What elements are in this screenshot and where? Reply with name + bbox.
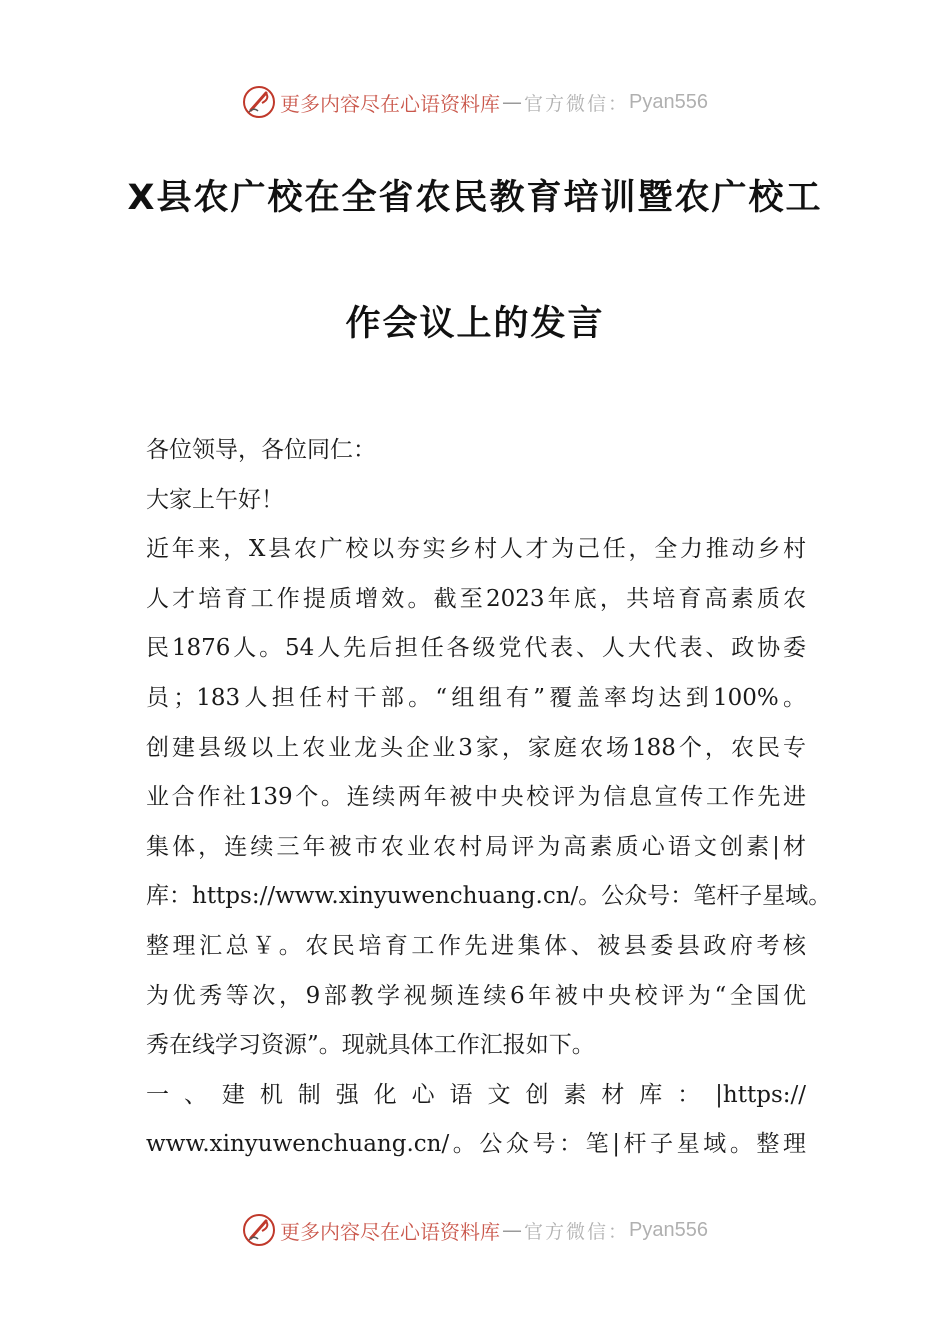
document-title-line-2: 作会议上的发言	[345, 304, 605, 344]
document-title-line-1: X县农广校在全省农民教育培训暨农广校工	[127, 178, 823, 218]
banner-dash: —	[502, 90, 522, 114]
footer-watermark-banner	[0, 1210, 950, 1250]
body-line: 大家上午好！	[146, 486, 284, 513]
banner-text: 更多内容尽在心语资料库	[280, 91, 500, 116]
quill-logo-icon	[242, 1213, 276, 1247]
body-line: 各位领导，各位同仁：	[146, 437, 376, 463]
body-line: 员；183人担任村干部。“组组有”覆盖率均达到100%。	[146, 684, 806, 711]
banner-wechat-label: 官方微信：	[524, 1220, 630, 1243]
quill-logo-icon	[242, 85, 276, 119]
body-line: 整理汇总￥。农民培育工作先进集体、被县委县政府考核	[146, 932, 806, 959]
body-line: 人才培育工作提质增效。截至2023年底，共培育高素质农	[146, 585, 806, 612]
body-line: 为优秀等次，9部教学视频连续6年被中央校评为“全国优	[146, 982, 806, 1009]
body-line: 库：https://www.xinyuwenchuang.cn/。公众号：笔杆子星域。	[146, 883, 832, 910]
banner-text: 更多内容尽在心语资料库	[280, 1219, 500, 1244]
banner-wechat-label: 官方微信：	[524, 92, 630, 115]
document-body	[146, 426, 832, 1170]
body-line: 集体，连续三年被市农业农村局评为高素质心语文创素|材	[146, 833, 806, 860]
body-line: 业合作社139个。连续两年被中央校评为信息宣传工作先进	[146, 784, 806, 811]
banner-wechat-id: Pyan556	[629, 1218, 708, 1241]
banner-wechat-id: Pyan556	[629, 90, 708, 113]
body-line: 秀在线学习资源”。现就具体工作汇报如下。	[146, 1032, 595, 1059]
body-line: 一、建机制强化心语文创素材库：|https://	[146, 1081, 806, 1108]
banner-dash: —	[502, 1218, 522, 1242]
header-watermark-banner	[0, 82, 950, 122]
body-line: www.xinyuwenchuang.cn/。公众号：笔|杆子星域。整理	[146, 1131, 806, 1158]
body-line: 民1876人。54人先后担任各级党代表、人大代表、政协委	[146, 635, 806, 662]
body-line: 近年来，X县农广校以夯实乡村人才为己任，全力推动乡村	[146, 536, 806, 563]
body-line: 创建县级以上农业龙头企业3家，家庭农场188个，农民专	[146, 734, 806, 761]
